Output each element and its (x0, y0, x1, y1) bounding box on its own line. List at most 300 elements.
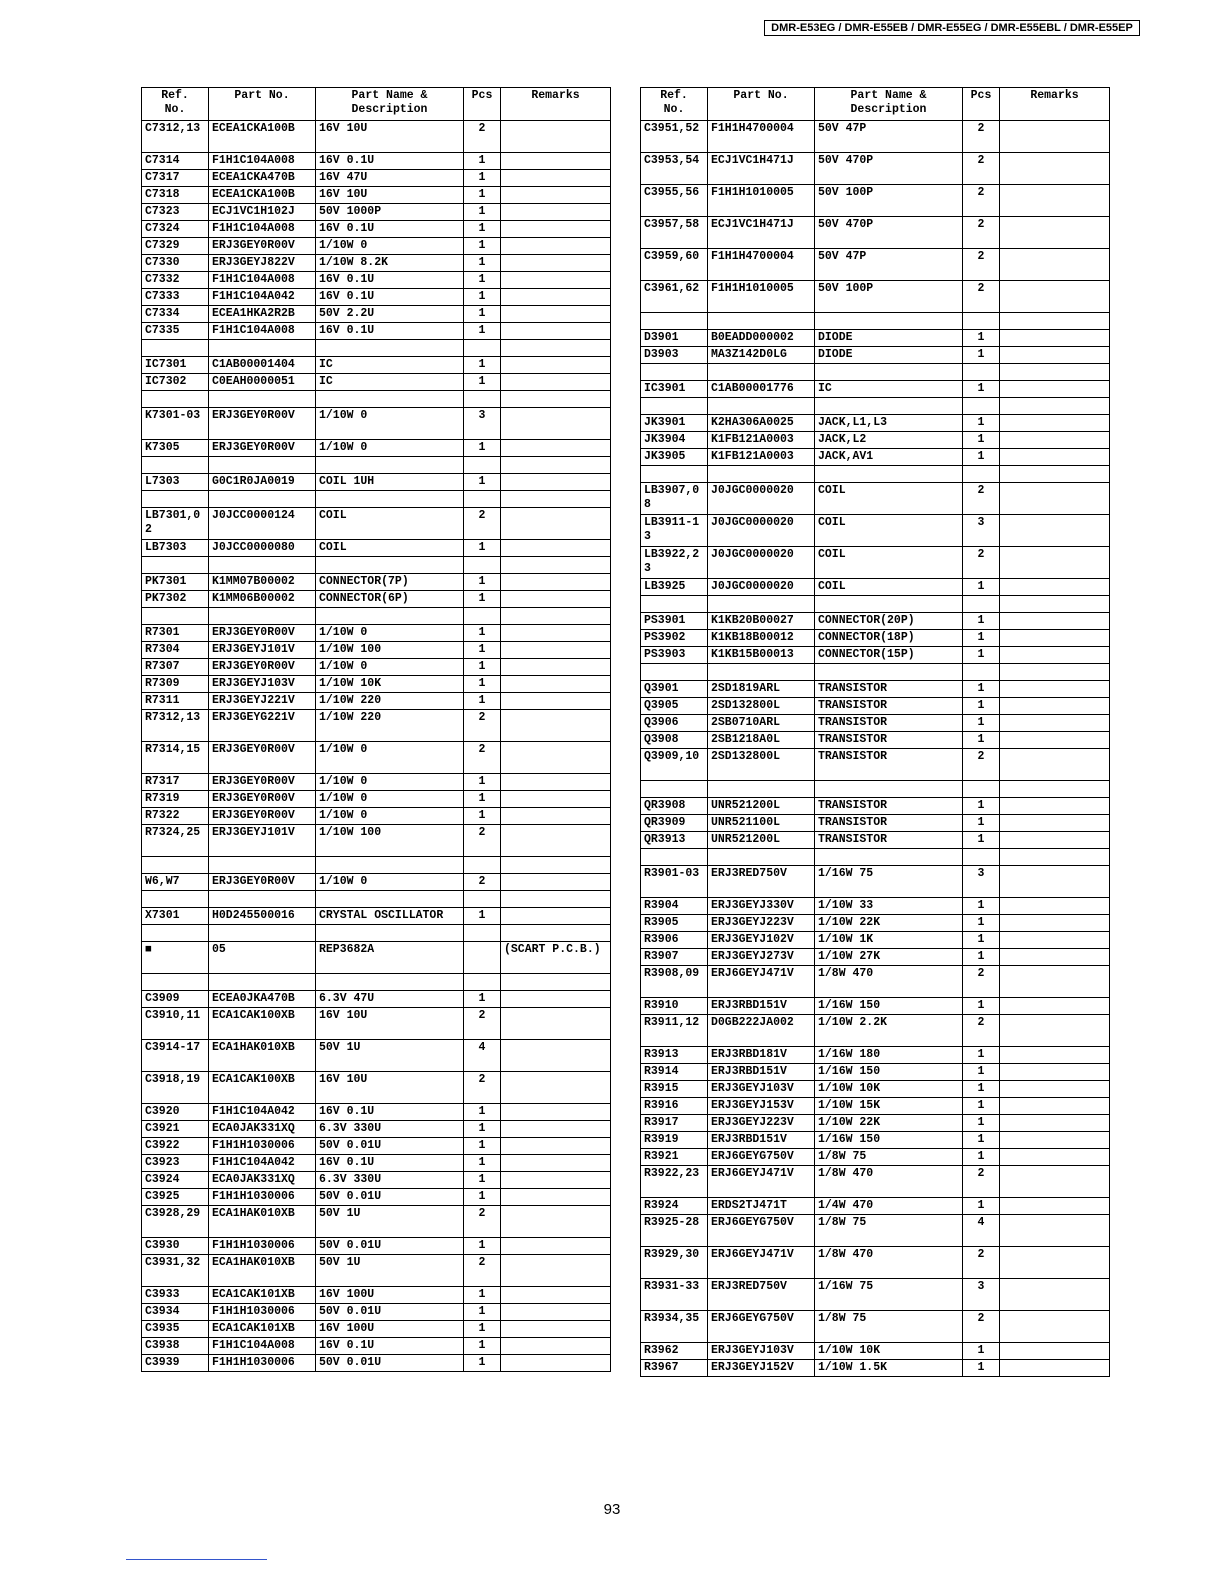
cell-part-no: 2SB0710ARL (708, 715, 815, 732)
cell-remarks (501, 591, 611, 608)
cell-part-no: ERJ3GEYJ103V (708, 1343, 815, 1360)
cell-pcs: 2 (464, 1206, 501, 1238)
table-row (142, 408, 611, 440)
cell-part-name: 50V 0.01U (316, 1238, 464, 1255)
cell-pcs: 1 (963, 1360, 1000, 1377)
cell-ref-no: QR3913 (641, 832, 708, 849)
cell-part-name: 1/10W 15K (815, 1098, 963, 1115)
cell-part-no: ECA1HAK010XB (209, 1040, 316, 1072)
cell-part-name: 1/10W 1.5K (815, 1360, 963, 1377)
cell-pcs: 1 (464, 374, 501, 391)
cell-remarks (501, 1238, 611, 1255)
cell-part-no: K1MM06B00002 (209, 591, 316, 608)
cell-ref-no: PS3902 (641, 630, 708, 647)
cell-ref-no (641, 781, 708, 798)
cell-remarks (1000, 1149, 1110, 1166)
cell-remarks (501, 710, 611, 742)
cell-remarks (1000, 1247, 1110, 1279)
cell-remarks (1000, 579, 1110, 596)
cell-pcs: 1 (464, 272, 501, 289)
cell-remarks (1000, 1360, 1110, 1377)
cell-part-name: CONNECTOR(15P) (815, 647, 963, 664)
cell-part-name: TRANSISTOR (815, 832, 963, 849)
cell-remarks (1000, 313, 1110, 330)
cell-part-no: F1H1H1030006 (209, 1138, 316, 1155)
table-row (641, 832, 1110, 849)
table-row (641, 898, 1110, 915)
cell-ref-no: R3910 (641, 998, 708, 1015)
cell-part-name: 16V 10U (316, 121, 464, 153)
cell-part-name: 1/10W 33 (815, 898, 963, 915)
cell-pcs: 3 (963, 515, 1000, 547)
cell-remarks (501, 1338, 611, 1355)
cell-remarks (501, 925, 611, 942)
table-row (641, 1081, 1110, 1098)
cell-pcs: 1 (464, 187, 501, 204)
cell-remarks (1000, 398, 1110, 415)
table-row (142, 925, 611, 942)
cell-part-no (708, 398, 815, 415)
cell-ref-no (142, 608, 209, 625)
cell-part-name: 50V 470P (815, 153, 963, 185)
cell-ref-no: Q3909,10 (641, 749, 708, 781)
cell-part-no: 2SD1819ARL (708, 681, 815, 698)
table-row (641, 1098, 1110, 1115)
cell-pcs (464, 340, 501, 357)
cell-pcs: 1 (963, 347, 1000, 364)
cell-part-name: COIL (815, 579, 963, 596)
cell-part-no: 2SB1218A0L (708, 732, 815, 749)
cell-part-no: ERJ3GEY0R00V (209, 440, 316, 457)
cell-part-name: 50V 47P (815, 249, 963, 281)
cell-remarks (501, 508, 611, 540)
cell-ref-no (142, 340, 209, 357)
cell-part-name: COIL (316, 540, 464, 557)
cell-part-no: F1H1H1010005 (708, 281, 815, 313)
cell-pcs (464, 608, 501, 625)
cell-part-name: TRANSISTOR (815, 698, 963, 715)
cell-pcs: 1 (963, 815, 1000, 832)
cell-ref-no: C7317 (142, 170, 209, 187)
cell-part-name: COIL (316, 508, 464, 540)
cell-part-no: D0GB222JA002 (708, 1015, 815, 1047)
table-row (641, 866, 1110, 898)
cell-remarks (501, 791, 611, 808)
cell-part-name (815, 849, 963, 866)
cell-ref-no: C7329 (142, 238, 209, 255)
table-row (641, 1311, 1110, 1343)
col-ref-header: Ref. No. (142, 88, 209, 121)
table-row (641, 515, 1110, 547)
table-row (142, 440, 611, 457)
cell-pcs: 1 (464, 774, 501, 791)
cell-ref-no: C3955,56 (641, 185, 708, 217)
cell-part-no: J0JGC0000020 (708, 515, 815, 547)
cell-part-name: 1/10W 10K (815, 1081, 963, 1098)
cell-remarks (501, 289, 611, 306)
parts-table-right (640, 87, 1110, 1377)
cell-part-no (209, 857, 316, 874)
cell-part-no: ERJ3GEY0R00V (209, 659, 316, 676)
cell-pcs (464, 457, 501, 474)
cell-ref-no (641, 466, 708, 483)
cell-ref-no: C3957,58 (641, 217, 708, 249)
cell-remarks (1000, 815, 1110, 832)
cell-ref-no: JK3904 (641, 432, 708, 449)
table-row (142, 374, 611, 391)
cell-ref-no: QR3908 (641, 798, 708, 815)
cell-part-name (316, 891, 464, 908)
cell-part-name: 16V 0.1U (316, 323, 464, 340)
table-row (142, 710, 611, 742)
cell-part-name: IC (815, 381, 963, 398)
cell-pcs: 1 (963, 698, 1000, 715)
cell-part-no (708, 364, 815, 381)
cell-ref-no: R3931-33 (641, 1279, 708, 1311)
cell-ref-no: R3907 (641, 949, 708, 966)
cell-part-name: 16V 10U (316, 1072, 464, 1104)
table-row (142, 1072, 611, 1104)
cell-part-no: J0JGC0000020 (708, 579, 815, 596)
cell-pcs: 1 (963, 1064, 1000, 1081)
cell-remarks (1000, 281, 1110, 313)
cell-part-no: ERJ3GEY0R00V (209, 408, 316, 440)
cell-pcs: 1 (464, 474, 501, 491)
cell-part-no: ERJ3GEYJ330V (708, 898, 815, 915)
cell-ref-no: IC3901 (641, 381, 708, 398)
cell-part-name: 1/8W 75 (815, 1215, 963, 1247)
cell-pcs: 2 (464, 710, 501, 742)
cell-pcs: 1 (464, 357, 501, 374)
cell-pcs: 1 (464, 440, 501, 457)
cell-part-no: ECEA1HKA2R2B (209, 306, 316, 323)
cell-part-no: J0JCC0000124 (209, 508, 316, 540)
cell-part-no: ECJ1VC1H102J (209, 204, 316, 221)
cell-pcs (963, 849, 1000, 866)
cell-pcs: 1 (464, 153, 501, 170)
cell-part-no: ERJ3RBD151V (708, 1064, 815, 1081)
cell-remarks (1000, 596, 1110, 613)
table-row (142, 774, 611, 791)
table-row (641, 613, 1110, 630)
cell-part-name: 50V 1000P (316, 204, 464, 221)
table-row (641, 849, 1110, 866)
cell-remarks (501, 891, 611, 908)
cell-pcs (464, 925, 501, 942)
cell-remarks (501, 1155, 611, 1172)
table-row (641, 121, 1110, 153)
cell-part-name: 1/8W 470 (815, 966, 963, 998)
cell-part-name: 16V 0.1U (316, 272, 464, 289)
table-row (142, 557, 611, 574)
cell-remarks (1000, 1132, 1110, 1149)
table-row (142, 791, 611, 808)
cell-part-name: 1/10W 0 (316, 440, 464, 457)
cell-ref-no: R3913 (641, 1047, 708, 1064)
cell-ref-no (142, 491, 209, 508)
cell-remarks (1000, 217, 1110, 249)
cell-remarks (501, 774, 611, 791)
cell-ref-no: Q3905 (641, 698, 708, 715)
table-row (641, 781, 1110, 798)
cell-part-name: 16V 100U (316, 1321, 464, 1338)
table-row (142, 1040, 611, 1072)
cell-part-name: 50V 0.01U (316, 1304, 464, 1321)
cell-part-name: 1/10W 0 (316, 874, 464, 891)
col-pcs-header: Pcs (963, 88, 1000, 121)
cell-part-no: ERJ3GEYJ223V (708, 915, 815, 932)
cell-remarks (501, 374, 611, 391)
cell-ref-no (641, 596, 708, 613)
cell-ref-no: C3934 (142, 1304, 209, 1321)
cell-part-no: ERJ3RBD151V (708, 1132, 815, 1149)
cell-part-no: ECA1CAK101XB (209, 1287, 316, 1304)
cell-ref-no: R3924 (641, 1198, 708, 1215)
cell-pcs: 3 (963, 1279, 1000, 1311)
cell-pcs (464, 974, 501, 991)
cell-pcs: 1 (464, 289, 501, 306)
cell-pcs: 1 (464, 676, 501, 693)
cell-part-name: 1/16W 180 (815, 1047, 963, 1064)
cell-remarks (1000, 1064, 1110, 1081)
cell-remarks (1000, 732, 1110, 749)
cell-ref-no: C3935 (142, 1321, 209, 1338)
cell-part-no (708, 664, 815, 681)
cell-pcs (963, 596, 1000, 613)
cell-ref-no: R7314,15 (142, 742, 209, 774)
table-row (641, 364, 1110, 381)
cell-remarks: (SCART P.C.B.) (501, 942, 611, 974)
cell-pcs: 1 (963, 432, 1000, 449)
cell-part-name: 1/10W 0 (316, 408, 464, 440)
cell-ref-no: C3930 (142, 1238, 209, 1255)
cell-remarks (501, 391, 611, 408)
cell-ref-no (641, 664, 708, 681)
cell-part-no: ECEA1CKA100B (209, 187, 316, 204)
cell-remarks (1000, 798, 1110, 815)
table-row (641, 415, 1110, 432)
cell-ref-no: C3938 (142, 1338, 209, 1355)
table-row (641, 1247, 1110, 1279)
cell-pcs (963, 313, 1000, 330)
cell-pcs: 1 (464, 1121, 501, 1138)
table-row (142, 608, 611, 625)
table-row (641, 579, 1110, 596)
cell-pcs: 1 (464, 170, 501, 187)
table-row (641, 998, 1110, 1015)
cell-ref-no: R7309 (142, 676, 209, 693)
cell-pcs: 1 (464, 1355, 501, 1372)
table-row (641, 966, 1110, 998)
cell-part-no: ERJ3GEY0R00V (209, 874, 316, 891)
cell-part-no: ERJ6GEYJ471V (708, 1166, 815, 1198)
cell-remarks (501, 1121, 611, 1138)
cell-part-name: 50V 1U (316, 1255, 464, 1287)
cell-ref-no: C3925 (142, 1189, 209, 1206)
cell-remarks (501, 540, 611, 557)
table-row (641, 630, 1110, 647)
table-row (641, 1115, 1110, 1132)
cell-part-no: UNR521100L (708, 815, 815, 832)
cell-part-name: 50V 0.01U (316, 1138, 464, 1155)
table-row (142, 1104, 611, 1121)
cell-part-no: K1MM07B00002 (209, 574, 316, 591)
cell-part-name: COIL (815, 515, 963, 547)
cell-remarks (1000, 849, 1110, 866)
table-header-row (142, 88, 611, 121)
cell-remarks (1000, 664, 1110, 681)
table-row (641, 1015, 1110, 1047)
cell-remarks (501, 693, 611, 710)
cell-pcs: 2 (963, 749, 1000, 781)
cell-part-name: 16V 10U (316, 187, 464, 204)
cell-part-name: 16V 0.1U (316, 1155, 464, 1172)
cell-part-name: 1/10W 0 (316, 238, 464, 255)
cell-pcs: 1 (464, 908, 501, 925)
cell-remarks (501, 491, 611, 508)
cell-ref-no (142, 974, 209, 991)
cell-remarks (501, 974, 611, 991)
cell-ref-no: LB7303 (142, 540, 209, 557)
cell-part-name: CONNECTOR(20P) (815, 613, 963, 630)
cell-remarks (501, 1355, 611, 1372)
cell-ref-no: C7318 (142, 187, 209, 204)
cell-pcs: 1 (963, 898, 1000, 915)
cell-remarks (501, 474, 611, 491)
cell-ref-no (142, 925, 209, 942)
table-row (641, 1149, 1110, 1166)
cell-pcs: 2 (963, 121, 1000, 153)
cell-part-name: IC (316, 357, 464, 374)
cell-remarks (501, 1206, 611, 1238)
cell-part-name (815, 664, 963, 681)
cell-ref-no: C3951,52 (641, 121, 708, 153)
cell-remarks (1000, 1215, 1110, 1247)
table-row (142, 306, 611, 323)
cell-pcs: 1 (963, 330, 1000, 347)
cell-remarks (1000, 932, 1110, 949)
cell-remarks (1000, 1343, 1110, 1360)
cell-part-name: REP3682A (316, 942, 464, 974)
cell-pcs: 1 (464, 693, 501, 710)
cell-ref-no: R7317 (142, 774, 209, 791)
cell-remarks (501, 1138, 611, 1155)
cell-pcs: 1 (963, 1098, 1000, 1115)
cell-remarks (501, 1255, 611, 1287)
cell-pcs: 2 (963, 249, 1000, 281)
cell-ref-no: PS3901 (641, 613, 708, 630)
cell-pcs: 1 (464, 791, 501, 808)
cell-part-no: K2HA306A0025 (708, 415, 815, 432)
cell-remarks (1000, 1015, 1110, 1047)
cell-ref-no (142, 391, 209, 408)
cell-ref-no: C3931,32 (142, 1255, 209, 1287)
cell-part-no: G0C1R0JA0019 (209, 474, 316, 491)
cell-part-no (708, 849, 815, 866)
cell-pcs: 1 (464, 1338, 501, 1355)
cell-ref-no: C3939 (142, 1355, 209, 1372)
cell-ref-no (641, 364, 708, 381)
cell-part-no: ERJ3GEYJ101V (209, 825, 316, 857)
cell-part-no: H0D245500016 (209, 908, 316, 925)
cell-ref-no: L7303 (142, 474, 209, 491)
table-row (641, 1132, 1110, 1149)
cell-ref-no: C3914-17 (142, 1040, 209, 1072)
cell-part-no: K1FB121A0003 (708, 449, 815, 466)
cell-part-name (316, 925, 464, 942)
cell-part-name: 1/10W 0 (316, 659, 464, 676)
cell-part-no: UNR521200L (708, 798, 815, 815)
cell-pcs: 1 (963, 798, 1000, 815)
cell-part-name: 1/10W 0 (316, 625, 464, 642)
cell-pcs: 1 (464, 1138, 501, 1155)
cell-ref-no: R7304 (142, 642, 209, 659)
cell-part-no (209, 557, 316, 574)
cell-pcs: 2 (963, 153, 1000, 185)
cell-part-no: K1FB121A0003 (708, 432, 815, 449)
cell-pcs: 2 (963, 217, 1000, 249)
cell-pcs: 1 (464, 1155, 501, 1172)
cell-ref-no: C3909 (142, 991, 209, 1008)
cell-remarks (1000, 347, 1110, 364)
cell-pcs: 2 (464, 1008, 501, 1040)
cell-remarks (501, 306, 611, 323)
cell-ref-no: W6,W7 (142, 874, 209, 891)
cell-part-name: 50V 100P (815, 185, 963, 217)
cell-part-no: J0JGC0000020 (708, 547, 815, 579)
cell-ref-no: D3903 (641, 347, 708, 364)
cell-remarks (501, 808, 611, 825)
page-number: 93 (603, 1501, 621, 1518)
cell-remarks (501, 1104, 611, 1121)
cell-part-no: 2SD132800L (708, 749, 815, 781)
table-row (142, 272, 611, 289)
cell-pcs: 2 (963, 281, 1000, 313)
cell-remarks (1000, 185, 1110, 217)
cell-remarks (1000, 415, 1110, 432)
cell-part-name: 1/10W 1K (815, 932, 963, 949)
cell-part-no: ERJ3GEYJ223V (708, 1115, 815, 1132)
cell-part-name: 1/10W 0 (316, 742, 464, 774)
table-row (142, 1155, 611, 1172)
cell-part-no: ERJ3GEYJ221V (209, 693, 316, 710)
cell-ref-no: R7301 (142, 625, 209, 642)
cell-remarks (501, 1189, 611, 1206)
cell-part-name: 1/8W 75 (815, 1149, 963, 1166)
table-row (142, 1138, 611, 1155)
cell-part-no: ERJ3GEYJ101V (209, 642, 316, 659)
table-row (142, 1338, 611, 1355)
table-row (641, 749, 1110, 781)
cell-remarks (501, 742, 611, 774)
cell-part-no: ECJ1VC1H471J (708, 153, 815, 185)
cell-part-name: 1/8W 75 (815, 1311, 963, 1343)
table-row (142, 693, 611, 710)
cell-pcs: 1 (963, 915, 1000, 932)
cell-ref-no: R7322 (142, 808, 209, 825)
cell-part-no: ERJ3GEY0R00V (209, 742, 316, 774)
cell-part-name: TRANSISTOR (815, 732, 963, 749)
cell-part-no: F1H1C104A042 (209, 1155, 316, 1172)
cell-pcs: 4 (464, 1040, 501, 1072)
table-row (641, 153, 1110, 185)
cell-pcs: 2 (464, 825, 501, 857)
cell-pcs: 1 (963, 613, 1000, 630)
cell-remarks (501, 323, 611, 340)
table-row (142, 642, 611, 659)
cell-remarks (1000, 966, 1110, 998)
cell-remarks (1000, 698, 1110, 715)
